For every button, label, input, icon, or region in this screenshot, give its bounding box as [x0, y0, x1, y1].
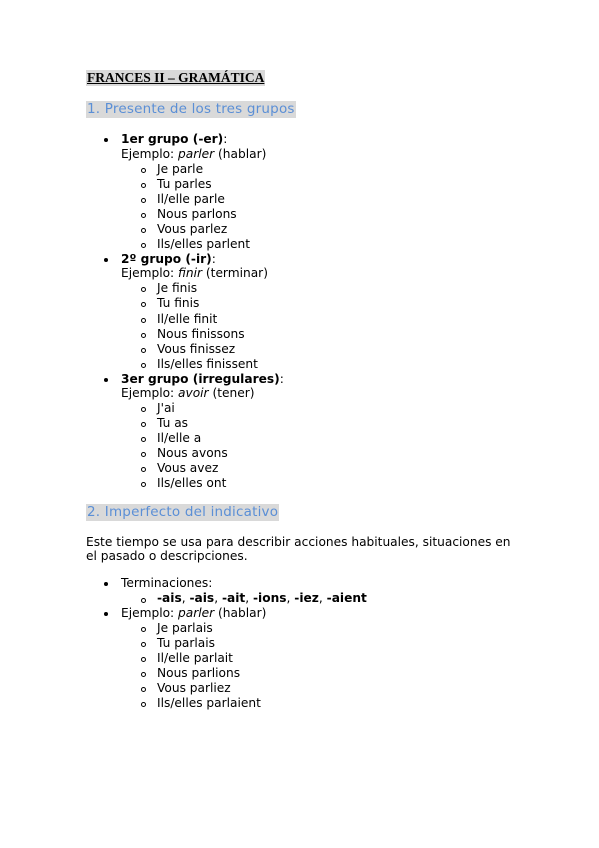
group-2-example-prefix: Ejemplo:	[121, 266, 179, 280]
group-1-example	[121, 147, 266, 162]
group-1-form-6-bullet	[141, 243, 146, 248]
group-2-form-6: Ils/elles finissent	[157, 357, 258, 371]
terminations-label: Terminaciones:	[121, 576, 213, 590]
group-3-form-2-bullet	[141, 422, 146, 427]
group-2-form-1-bullet	[141, 287, 146, 292]
imperfect-form-5: Vous parliez	[157, 681, 231, 695]
section-2-paragraph-line-1: Este tiempo se usa para describir acciones habituales, situaciones en	[86, 535, 511, 549]
imperfect-form-2-bullet	[141, 642, 146, 647]
group-3-form-6: Ils/elles ont	[157, 476, 227, 490]
group-3-example	[121, 386, 254, 401]
group-3-form-3-bullet	[141, 437, 146, 442]
imperfect-form-1: Je parlais	[157, 621, 213, 635]
group-3-example-verb: avoir	[178, 386, 209, 400]
group-3-example-prefix: Ejemplo:	[121, 386, 179, 400]
group-3-example-translation: (tener)	[208, 386, 255, 400]
ending-sep-5: ,	[318, 591, 327, 605]
group-2-form-2: Tu finis	[157, 296, 200, 310]
ending-2: -ais	[189, 591, 215, 605]
ending-4: -ions	[252, 591, 287, 605]
group-2-example-translation: (terminar)	[202, 266, 268, 280]
imperfect-example-verb: parler	[178, 606, 215, 620]
group-1-form-2: Tu parles	[157, 177, 212, 191]
endings-bullet	[141, 598, 146, 603]
imperfect-example-prefix: Ejemplo:	[121, 606, 179, 620]
ending-sep-3: ,	[245, 591, 253, 605]
imperfect-example-bullet	[104, 612, 108, 616]
group-2-colon: :	[211, 252, 216, 266]
imperfect-form-4-bullet	[141, 672, 146, 677]
group-3-form-5-bullet	[141, 467, 146, 472]
group-1-form-4-bullet	[141, 213, 146, 218]
group-1-form-5-bullet	[141, 228, 146, 233]
imperfect-form-1-bullet	[141, 627, 146, 632]
ending-sep-4: ,	[286, 591, 295, 605]
group-2-title: 2º grupo (-ir)	[121, 252, 212, 266]
group-3-form-5: Vous avez	[157, 461, 219, 475]
group-3-form-1-bullet	[141, 407, 146, 412]
group-1-example-translation: (hablar)	[214, 147, 267, 161]
group-2-form-1: Je finis	[157, 281, 198, 295]
imperfect-form-2: Tu parlais	[157, 636, 215, 650]
ending-1: -ais	[157, 591, 182, 605]
group-1-form-5: Vous parlez	[157, 222, 228, 236]
group-1-form-3-bullet	[141, 198, 146, 203]
group-2-form-4: Nous finissons	[157, 327, 245, 341]
group-2-form-6-bullet	[141, 363, 146, 368]
group-1-colon: :	[223, 132, 228, 146]
group-1-form-1-bullet	[141, 168, 146, 173]
group-1-example-prefix: Ejemplo:	[121, 147, 179, 161]
group-3-form-4-bullet	[141, 452, 146, 457]
group-2-form-5: Vous finissez	[157, 342, 236, 356]
group-3-label	[121, 372, 284, 387]
group-3-title: 3er grupo (irregulares)	[121, 372, 280, 386]
group-1-form-3: Il/elle parle	[157, 192, 225, 206]
group-3-form-3: Il/elle a	[157, 431, 202, 445]
group-3-form-1: J'ai	[157, 401, 175, 415]
imperfect-example-translation: (hablar)	[214, 606, 267, 620]
imperfect-form-6: Ils/elles parlaient	[157, 696, 261, 710]
imperfect-example	[121, 606, 266, 621]
group-1-form-2-bullet	[141, 183, 146, 188]
group-2-example	[121, 266, 268, 281]
terminations-bullet	[104, 582, 108, 586]
section-2-paragraph-line-2: el pasado o descripciones.	[86, 549, 248, 563]
ending-sep-1: ,	[181, 591, 190, 605]
group-1-form-4: Nous parlons	[157, 207, 237, 221]
group-1-title: 1er grupo (-er)	[121, 132, 224, 146]
group-2-bullet	[104, 258, 108, 262]
group-2-form-4-bullet	[141, 333, 146, 338]
group-3-colon: :	[279, 372, 284, 386]
ending-5: -iez	[294, 591, 319, 605]
group-1-bullet	[104, 138, 108, 142]
group-2-form-3: Il/elle finit	[157, 312, 218, 326]
document-title: FRANCES II – GRAMÁTICA	[87, 70, 265, 85]
group-2-form-5-bullet	[141, 348, 146, 353]
imperfect-form-6-bullet	[141, 702, 146, 707]
ending-sep-2: ,	[214, 591, 222, 605]
ending-3: -ait	[221, 591, 246, 605]
imperfect-form-5-bullet	[141, 687, 146, 692]
section-2-heading: 2. Imperfecto del indicativo	[87, 504, 279, 520]
group-3-form-6-bullet	[141, 482, 146, 487]
group-2-example-verb: finir	[178, 266, 203, 280]
imperfect-form-3: Il/elle parlait	[157, 651, 233, 665]
endings-line	[157, 591, 367, 606]
group-2-label	[121, 252, 216, 267]
group-1-example-verb: parler	[178, 147, 215, 161]
group-3-form-2: Tu as	[157, 416, 189, 430]
group-3-bullet	[104, 378, 108, 382]
imperfect-form-3-bullet	[141, 657, 146, 662]
group-1-form-6: Ils/elles parlent	[157, 237, 251, 251]
ending-6: -aient	[326, 591, 367, 605]
group-1-form-1: Je parle	[157, 162, 204, 176]
group-2-form-2-bullet	[141, 302, 146, 307]
group-1-label	[121, 132, 227, 147]
section-1-heading: 1. Presente de los tres grupos	[87, 101, 295, 117]
imperfect-form-4: Nous parlions	[157, 666, 241, 680]
group-3-form-4: Nous avons	[157, 446, 228, 460]
group-2-form-3-bullet	[141, 318, 146, 323]
